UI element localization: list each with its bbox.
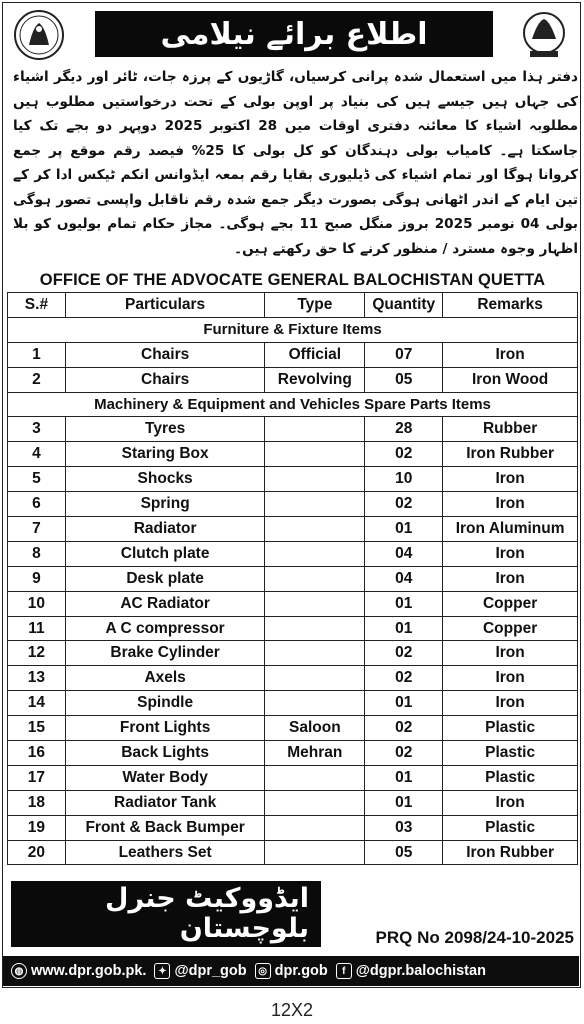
gov-emblem-left-icon [13,9,65,61]
cell-type [265,566,365,591]
cell-sn: 14 [8,691,66,716]
cell-quantity: 04 [365,541,443,566]
cell-type [265,541,365,566]
cell-type: Revolving [265,367,365,392]
signature-block [11,881,321,947]
footer-instagram-text: dpr.gob [274,963,328,979]
cell-quantity: 03 [365,815,443,840]
table-row [8,666,578,691]
header-remarks: Remarks [443,293,578,318]
cell-remarks: Iron [443,492,578,517]
table-row [8,367,578,392]
cell-particulars: AC Radiator [65,591,265,616]
table-header-row [8,293,578,318]
cell-type [265,417,365,442]
cell-remarks: Iron [443,467,578,492]
cell-remarks: Plastic [443,716,578,741]
twitter-icon: ✦ [154,963,170,979]
cell-type [265,492,365,517]
cell-type [265,616,365,641]
cell-particulars: Radiator Tank [65,790,265,815]
cell-sn: 2 [8,367,66,392]
header-sn: S.# [8,293,66,318]
cell-quantity: 04 [365,566,443,591]
cell-particulars: Clutch plate [65,541,265,566]
cell-quantity: 01 [365,790,443,815]
signature-line-1: ایڈووکیٹ جنرل [105,883,309,914]
cell-type: Saloon [265,716,365,741]
cell-quantity: 02 [365,716,443,741]
cell-sn: 9 [8,566,66,591]
cell-sn: 4 [8,442,66,467]
cell-type [265,840,365,865]
gov-emblem-right-icon [518,9,570,61]
footer-website-text: www.dpr.gob.pk. [31,963,147,979]
footer-facebook[interactable] [336,963,486,979]
cell-type [265,790,365,815]
cell-particulars: Front & Back Bumper [65,815,265,840]
cell-particulars: Tyres [65,417,265,442]
cell-remarks: Iron Wood [443,367,578,392]
cell-type: Mehran [265,741,365,766]
table-row [8,541,578,566]
cell-quantity: 02 [365,741,443,766]
cell-remarks: Iron Aluminum [443,517,578,542]
cell-type [265,442,365,467]
table-row [8,716,578,741]
prq-number: PRQ No 2098/24-10-2025 [375,928,574,947]
table-row [8,566,578,591]
cell-type [265,517,365,542]
cell-particulars: Front Lights [65,716,265,741]
cell-type [265,765,365,790]
cell-sn: 3 [8,417,66,442]
cell-quantity: 02 [365,641,443,666]
cell-remarks: Iron [443,641,578,666]
cell-remarks: Iron Rubber [443,840,578,865]
cell-sn: 6 [8,492,66,517]
table-row [8,691,578,716]
table-row [8,616,578,641]
footer-website[interactable] [11,963,146,979]
globe-icon: ◍ [11,963,27,979]
cell-quantity: 02 [365,492,443,517]
cell-particulars: Radiator [65,517,265,542]
cell-quantity: 01 [365,591,443,616]
cell-remarks: Iron [443,691,578,716]
footer-instagram[interactable] [255,963,328,979]
cell-remarks: Rubber [443,417,578,442]
cell-particulars: Leathers Set [65,840,265,865]
cell-sn: 1 [8,342,66,367]
section-title: Furniture & Fixture Items [8,317,578,342]
cell-quantity: 28 [365,417,443,442]
table-row [8,591,578,616]
cell-particulars: Spindle [65,691,265,716]
cell-remarks: Plastic [443,741,578,766]
cell-sn: 8 [8,541,66,566]
table-row [8,840,578,865]
cell-type [265,467,365,492]
cell-type: Official [265,342,365,367]
cell-remarks: Iron Rubber [443,442,578,467]
cell-quantity: 10 [365,467,443,492]
cell-type [265,591,365,616]
footer-twitter-text: @dpr_gob [174,963,247,979]
signature-line-2: بلوچستان [179,913,309,944]
table-row [8,765,578,790]
footer-twitter[interactable] [154,963,246,979]
cell-quantity: 07 [365,342,443,367]
notice-body: دفتر ہذا میں استعمال شدہ پرانی کرسیاں، گاڑیوں کے پرزہ جات، ٹائر اور دیگر اشیاء کی جہاں ہیں جیسے ہیں کی بنیاد پر اوپن بولی کے تحت درخواستیں مطلوب ہیں مطلوبہ اشیاء کا معائنہ دفتری اوقات میں 28 اکتوبر 2025 دوپہر دو بجے تک کیا جاسکتا ہے۔ کامیاب بولی دہندگان کو کل بولی کا 25% فیصد رقم موقع پر جمع کروانا ہوگا اور تمام اشیاء کی ڈیلیوری بقایا رقم بمعہ ایڈوانس انکم ٹیکس ادا کر کے تین ایام کے اندر اٹھانی ہوگی بصورت دیگر جمع شدہ رقم ناقابل واپسی تصور ہوگی بولی 04 نومبر 2025 بروز منگل صبح 11 بجے ہوگی۔ مجاز حکام تمام بولیوں کو بلا اظہار وجوہ مسترد / منظور کرنے کا حق رکھتے ہیں۔ [13,69,579,257]
table-row [8,417,578,442]
cell-particulars: Shocks [65,467,265,492]
cell-quantity: 05 [365,840,443,865]
table-row [8,815,578,840]
instagram-icon: ◎ [255,963,271,979]
cell-quantity: 01 [365,517,443,542]
table-row [8,442,578,467]
table-row [8,517,578,542]
items-table [7,292,578,865]
notice-title: اطلاع برائے نیلامی [95,11,493,57]
header-quantity: Quantity [365,293,443,318]
footer-bar [3,956,579,986]
cell-type [265,666,365,691]
cell-sn: 10 [8,591,66,616]
table-row [8,741,578,766]
table-row [8,492,578,517]
cell-sn: 13 [8,666,66,691]
cell-remarks: Iron [443,342,578,367]
cell-particulars: Water Body [65,765,265,790]
cell-type [265,691,365,716]
section-title: Machinery & Equipment and Vehicles Spare Parts Items [8,392,578,417]
facebook-icon: f [336,963,352,979]
cell-particulars: Spring [65,492,265,517]
cell-remarks: Iron [443,666,578,691]
cell-particulars: Chairs [65,367,265,392]
header-particulars: Particulars [65,293,265,318]
cell-remarks: Iron [443,790,578,815]
cell-particulars: Staring Box [65,442,265,467]
cell-type [265,815,365,840]
table-row [8,790,578,815]
table-section-row [8,392,578,417]
cell-quantity: 01 [365,691,443,716]
header-type: Type [265,293,365,318]
cell-sn: 17 [8,765,66,790]
cell-sn: 11 [8,616,66,641]
cell-particulars: Chairs [65,342,265,367]
cell-quantity: 01 [365,765,443,790]
ad-size-label: 12X2 [270,1000,314,1020]
cell-sn: 12 [8,641,66,666]
cell-sn: 15 [8,716,66,741]
cell-sn: 20 [8,840,66,865]
cell-particulars: Axels [65,666,265,691]
table-section-row [8,317,578,342]
table-row [8,342,578,367]
cell-particulars: Desk plate [65,566,265,591]
cell-remarks: Plastic [443,815,578,840]
cell-sn: 16 [8,741,66,766]
cell-sn: 19 [8,815,66,840]
cell-particulars: Brake Cylinder [65,641,265,666]
cell-quantity: 05 [365,367,443,392]
cell-particulars: A C compressor [65,616,265,641]
cell-quantity: 01 [365,616,443,641]
footer-facebook-text: @dgpr.balochistan [355,963,486,979]
cell-sn: 5 [8,467,66,492]
cell-particulars: Back Lights [65,741,265,766]
cell-remarks: Copper [443,616,578,641]
cell-quantity: 02 [365,442,443,467]
table-row [8,467,578,492]
table-row [8,641,578,666]
cell-remarks: Iron [443,541,578,566]
cell-sn: 7 [8,517,66,542]
cell-remarks: Plastic [443,765,578,790]
office-title: OFFICE OF THE ADVOCATE GENERAL BALOCHISTAN QUETTA [39,271,546,289]
cell-quantity: 02 [365,666,443,691]
cell-type [265,641,365,666]
advertisement-frame [2,2,581,988]
cell-remarks: Iron [443,566,578,591]
cell-sn: 18 [8,790,66,815]
cell-remarks: Copper [443,591,578,616]
